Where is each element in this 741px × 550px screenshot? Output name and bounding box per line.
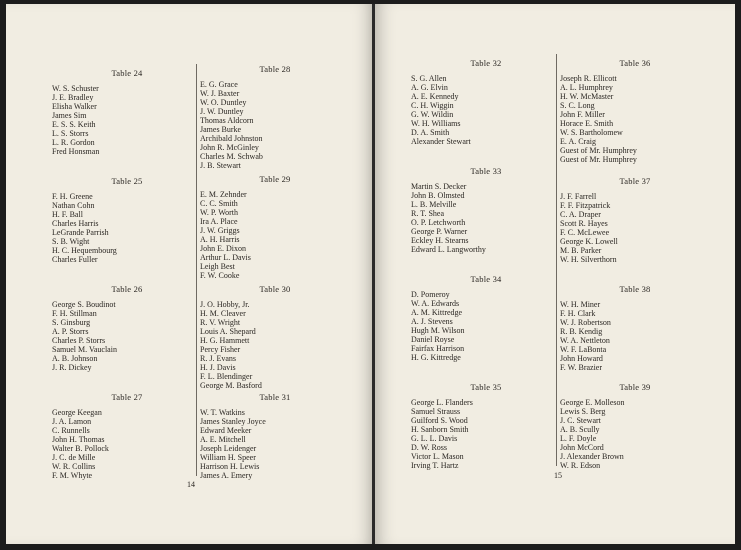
guest-name: W. O. Duntley — [200, 98, 247, 107]
guest-name: Daniel Royse — [411, 335, 455, 344]
guest-list — [411, 290, 561, 362]
table-title: Table 28 — [259, 64, 291, 74]
guest-name: George P. Warner — [411, 227, 468, 236]
table-title: Table 31 — [259, 392, 291, 402]
guest-name: C. Runnells — [52, 426, 90, 435]
guest-name: Fred Honsman — [52, 147, 100, 156]
guest-name: M. B. Parker — [560, 246, 602, 255]
table-title: Table 27 — [111, 392, 143, 402]
guest-name: G. W. Wildin — [411, 110, 454, 119]
guest-name: J. B. Stewart — [200, 161, 241, 170]
guest-name: John E. Dixon — [200, 244, 246, 253]
guest-name: S. C. Long — [560, 101, 595, 110]
guest-name: H. Sanborn Smith — [411, 425, 469, 434]
guest-name: Leigh Best — [200, 262, 235, 271]
column-divider — [556, 54, 557, 466]
guest-name: W. S. Schuster — [52, 84, 99, 93]
guest-name: D. A. Smith — [411, 128, 450, 137]
guest-name: C. H. Wiggin — [411, 101, 454, 110]
guest-list — [411, 182, 561, 254]
guest-name: John H. Thomas — [52, 435, 105, 444]
table-title: Table 29 — [259, 174, 291, 184]
guest-name: A. H. Harris — [200, 235, 240, 244]
guest-name: A. G. Elvin — [411, 83, 448, 92]
guest-name: W. A. Edwards — [411, 299, 460, 308]
guest-name: D. W. Ross — [411, 443, 448, 452]
guest-name: F. W. Brazier — [560, 363, 603, 372]
guest-name: C. A. Draper — [560, 210, 601, 219]
guest-name: J. Alexander Brown — [560, 452, 624, 461]
guest-name: Guilford S. Wood — [411, 416, 468, 425]
guest-name: J. C. de Mille — [52, 453, 96, 462]
guest-name: Fairfax Harrison — [411, 344, 465, 353]
guest-name: E. A. Craig — [560, 137, 596, 146]
guest-name: A. L. Humphrey — [560, 83, 613, 92]
guest-name: J. R. Dickey — [52, 363, 92, 372]
guest-name: A. P. Storrs — [52, 327, 89, 336]
guest-name: Charles M. Schwab — [200, 152, 263, 161]
table-title: Table 37 — [619, 176, 651, 186]
guest-name: C. C. Smith — [200, 199, 238, 208]
guest-name: Walter B. Pollock — [52, 444, 109, 453]
guest-name: A. E. Mitchell — [200, 435, 246, 444]
guest-name: Charles Fuller — [52, 255, 98, 264]
guest-name: W. J. Baxter — [200, 89, 240, 98]
guest-name: George M. Basford — [200, 381, 262, 390]
table-group — [560, 382, 710, 470]
guest-name: F. W. Cooke — [200, 271, 240, 280]
guest-name: George K. Lowell — [560, 237, 618, 246]
guest-name: H. G. Hammett — [200, 336, 250, 345]
guest-name: Nathan Cohn — [52, 201, 95, 210]
guest-name: John B. Olmsted — [411, 191, 465, 200]
guest-name: George E. Molleson — [560, 398, 625, 407]
guest-name: A. M. Kittredge — [411, 308, 463, 317]
guest-name: W. R. Collins — [52, 462, 96, 471]
guest-name: Irving T. Hartz — [411, 461, 459, 470]
table-title: Table 25 — [111, 176, 143, 186]
guest-name: Hugh M. Wilson — [411, 326, 465, 335]
table-title: Table 35 — [470, 382, 502, 392]
guest-name: H. J. Davis — [200, 363, 236, 372]
guest-name: J. A. Lamon — [52, 417, 92, 426]
guest-name: Arthur L. Davis — [200, 253, 251, 262]
guest-name: L. R. Gordon — [52, 138, 95, 147]
guest-name: J. O. Hobby, Jr. — [200, 300, 250, 309]
table-group — [52, 284, 202, 372]
page-number: 15 — [554, 471, 562, 480]
guest-list — [560, 398, 710, 470]
guest-name: Elisha Walker — [52, 102, 97, 111]
guest-name: Louis A. Shepard — [200, 327, 256, 336]
guest-name: F. M. Whyte — [52, 471, 93, 480]
guest-name: Samuel Strauss — [411, 407, 461, 416]
guest-name: D. Pomeroy — [411, 290, 450, 299]
guest-name: H. W. McMaster — [560, 92, 614, 101]
table-group — [200, 64, 350, 170]
guest-name: L. S. Storrs — [52, 129, 89, 138]
table-group — [200, 174, 350, 280]
guest-name: Lewis S. Berg — [560, 407, 606, 416]
guest-name: Alexander Stewart — [411, 137, 471, 146]
guest-name: J. C. Stewart — [560, 416, 601, 425]
guest-name: John F. Miller — [560, 110, 605, 119]
table-group — [560, 58, 710, 164]
guest-name: Joseph R. Ellicott — [560, 74, 617, 83]
guest-name: L. F. Doyle — [560, 434, 597, 443]
guest-name: Charles Harris — [52, 219, 99, 228]
table-title: Table 24 — [111, 68, 143, 78]
table-group — [52, 68, 202, 156]
guest-name: A. E. Kennedy — [411, 92, 459, 101]
guest-name: A. J. Stevens — [411, 317, 453, 326]
guest-name: W. S. Bartholomew — [560, 128, 623, 137]
guest-name: E. G. Grace — [200, 80, 238, 89]
guest-name: A. B. Scully — [560, 425, 600, 434]
guest-name: Ira A. Place — [200, 217, 238, 226]
guest-name: H. G. Kittredge — [411, 353, 461, 362]
guest-name: F. H. Clark — [560, 309, 596, 318]
left-page — [6, 4, 374, 544]
guest-name: R. J. Evans — [200, 354, 236, 363]
guest-name: S. B. Wight — [52, 237, 90, 246]
table-group — [411, 58, 561, 146]
guest-name: W. P. Worth — [200, 208, 239, 217]
guest-name: George Keegan — [52, 408, 102, 417]
guest-name: H. M. Cleaver — [200, 309, 246, 318]
guest-name: Eckley H. Stearns — [411, 236, 469, 245]
guest-name: LeGrande Parrish — [52, 228, 109, 237]
guest-name: F. C. McLewee — [560, 228, 610, 237]
table-group — [52, 392, 202, 480]
guest-name: Martin S. Decker — [411, 182, 467, 191]
table-group — [52, 176, 202, 264]
guest-name: Scott R. Hayes — [560, 219, 608, 228]
guest-name: O. P. Letchworth — [411, 218, 466, 227]
guest-name: E. M. Zehnder — [200, 190, 247, 199]
book-spread — [6, 4, 735, 544]
guest-list — [200, 408, 350, 480]
guest-name: John R. McGinley — [200, 143, 259, 152]
table-title: Table 26 — [111, 284, 143, 294]
guest-name: R. V. Wright — [200, 318, 241, 327]
table-group — [200, 392, 350, 480]
guest-name: J. F. Farrell — [560, 192, 597, 201]
guest-name: W. H. Silverthorn — [560, 255, 617, 264]
guest-list — [411, 398, 561, 470]
guest-name: W. A. Nettleton — [560, 336, 610, 345]
guest-name: Charles P. Storrs — [52, 336, 106, 345]
guest-name: A. B. Johnson — [52, 354, 98, 363]
guest-name: H. C. Hequembourg — [52, 246, 117, 255]
guest-list — [52, 192, 202, 264]
guest-name: J. W. Griggs — [200, 226, 240, 235]
guest-name: James Sim — [52, 111, 87, 120]
table-group — [560, 176, 710, 264]
table-title: Table 33 — [470, 166, 502, 176]
guest-list — [560, 192, 710, 264]
guest-name: George L. Flanders — [411, 398, 473, 407]
guest-name: W. T. Watkins — [200, 408, 245, 417]
guest-name: F. L. Blendinger — [200, 372, 253, 381]
guest-name: R. T. Shea — [411, 209, 445, 218]
guest-name: Harrison H. Lewis — [200, 462, 260, 471]
guest-name: Edward Meeker — [200, 426, 252, 435]
guest-list — [200, 190, 350, 280]
guest-list — [52, 408, 202, 480]
guest-name: Victor L. Mason — [411, 452, 464, 461]
guest-name: W. R. Edson — [560, 461, 601, 470]
guest-name: Thomas Aldcorn — [200, 116, 254, 125]
guest-name: S. G. Allen — [411, 74, 447, 83]
table-title: Table 39 — [619, 382, 651, 392]
right-page — [375, 4, 735, 544]
table-group — [411, 382, 561, 470]
table-title: Table 32 — [470, 58, 502, 68]
guest-name: Guest of Mr. Humphrey — [560, 146, 637, 155]
table-group — [411, 166, 561, 254]
guest-name: G. L. L. Davis — [411, 434, 458, 443]
guest-list — [52, 84, 202, 156]
column-divider — [196, 64, 197, 476]
guest-name: J. E. Bradley — [52, 93, 94, 102]
guest-list — [560, 74, 710, 164]
guest-name: F. H. Stillman — [52, 309, 97, 318]
guest-list — [200, 80, 350, 170]
guest-name: Guest of Mr. Humphrey — [560, 155, 637, 164]
guest-name: George S. Boudinot — [52, 300, 116, 309]
guest-name: John Howard — [560, 354, 603, 363]
guest-name: Percy Fisher — [200, 345, 241, 354]
guest-name: William H. Speer — [200, 453, 256, 462]
guest-name: L. B. Melville — [411, 200, 457, 209]
guest-name: W. H. Miner — [560, 300, 601, 309]
table-group — [200, 284, 350, 390]
guest-name: James Stanley Joyce — [200, 417, 266, 426]
guest-name: H. F. Ball — [52, 210, 83, 219]
guest-name: E. S. S. Keith — [52, 120, 96, 129]
guest-name: James Burke — [200, 125, 242, 134]
guest-name: W. F. LaBonta — [560, 345, 607, 354]
guest-list — [411, 74, 561, 146]
guest-name: J. W. Duntley — [200, 107, 244, 116]
guest-list — [560, 300, 710, 372]
guest-name: F. H. Greene — [52, 192, 93, 201]
table-group — [411, 274, 561, 362]
guest-name: Archibald Johnston — [200, 134, 263, 143]
guest-name: W. H. Williams — [411, 119, 461, 128]
guest-name: S. Ginsburg — [52, 318, 91, 327]
guest-name: James A. Emery — [200, 471, 253, 480]
guest-name: Joseph Leidenger — [200, 444, 257, 453]
guest-name: Samuel M. Vauclain — [52, 345, 117, 354]
guest-list — [52, 300, 202, 372]
guest-name: F. F. Fitzpatrick — [560, 201, 611, 210]
guest-name: R. B. Kendig — [560, 327, 603, 336]
guest-name: W. J. Robertson — [560, 318, 611, 327]
guest-name: Horace E. Smith — [560, 119, 614, 128]
table-title: Table 30 — [259, 284, 291, 294]
guest-name: Edward L. Langworthy — [411, 245, 486, 254]
table-title: Table 36 — [619, 58, 651, 68]
guest-list — [200, 300, 350, 390]
table-title: Table 38 — [619, 284, 651, 294]
guest-name: John McCord — [560, 443, 604, 452]
table-group — [560, 284, 710, 372]
table-title: Table 34 — [470, 274, 502, 284]
page-number: 14 — [187, 480, 195, 489]
